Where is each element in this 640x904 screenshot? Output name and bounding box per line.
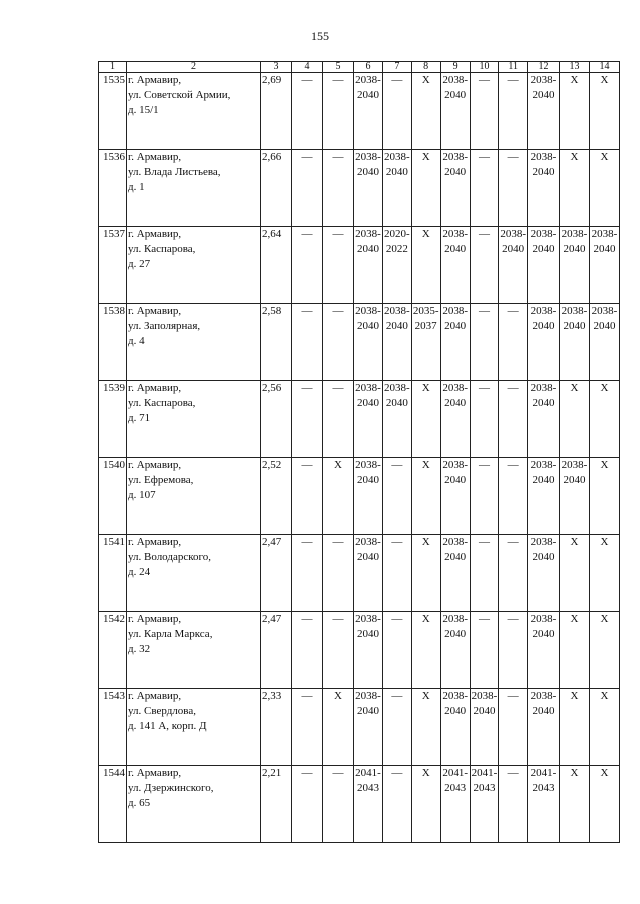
col-13-cell: X [560,73,590,150]
col-9-cell: 2038- 2040 [440,381,470,458]
col-10-cell: — [470,73,499,150]
col-7-cell: — [383,535,412,612]
col-6-cell: 2038- 2040 [354,458,383,535]
table-row [99,304,620,381]
column-header-2: 2 [127,62,261,73]
col-5-cell: — [323,304,354,381]
col-8-cell: X [411,73,440,150]
col-4-cell: — [292,73,323,150]
col-9-cell: 2041- 2043 [440,766,470,843]
col-14-cell: X [590,381,620,458]
col-6-cell: 2038- 2040 [354,689,383,766]
value-cell: 2,64 [261,227,292,304]
col-5-cell: — [323,381,354,458]
table-row [99,150,620,227]
col-10-cell: — [470,304,499,381]
table-header-row [99,62,620,73]
col-7-cell: 2038- 2040 [383,150,412,227]
address-cell: г. Армавир, ул. Свердлова, д. 141 А, корп. Д [127,689,261,766]
table-row [99,381,620,458]
col-8-cell: X [411,381,440,458]
col-13-cell: 2038- 2040 [560,458,590,535]
col-9-cell: 2038- 2040 [440,227,470,304]
col-6-cell: 2038- 2040 [354,150,383,227]
col-11-cell: 2038- 2040 [499,227,528,304]
col-4-cell: — [292,458,323,535]
col-12-cell: 2038- 2040 [528,612,560,689]
col-11-cell: — [499,458,528,535]
col-13-cell: X [560,766,590,843]
col-10-cell: — [470,381,499,458]
value-cell: 2,56 [261,381,292,458]
value-cell: 2,66 [261,150,292,227]
column-header-12: 12 [528,62,560,73]
col-8-cell: X [411,689,440,766]
col-14-cell: X [590,73,620,150]
col-10-cell: — [470,150,499,227]
col-5-cell: — [323,150,354,227]
col-7-cell: — [383,689,412,766]
col-11-cell: — [499,150,528,227]
col-7-cell: — [383,458,412,535]
table-row [99,612,620,689]
col-4-cell: — [292,304,323,381]
col-12-cell: 2038- 2040 [528,458,560,535]
table-row [99,689,620,766]
col-6-cell: 2038- 2040 [354,535,383,612]
col-13-cell: 2038- 2040 [560,304,590,381]
col-12-cell: 2038- 2040 [528,150,560,227]
column-header-8: 8 [411,62,440,73]
col-5-cell: — [323,227,354,304]
col-10-cell: — [470,612,499,689]
col-12-cell: 2038- 2040 [528,381,560,458]
col-12-cell: 2038- 2040 [528,535,560,612]
column-header-4: 4 [292,62,323,73]
col-11-cell: — [499,381,528,458]
col-5-cell: X [323,458,354,535]
address-cell: г. Армавир, ул. Влада Листьева, д. 1 [127,150,261,227]
address-cell: г. Армавир, ул. Дзержинского, д. 65 [127,766,261,843]
col-8-cell: X [411,227,440,304]
row-number: 1543 [99,689,127,766]
col-6-cell: 2038- 2040 [354,227,383,304]
row-number: 1538 [99,304,127,381]
col-4-cell: — [292,766,323,843]
col-5-cell: — [323,612,354,689]
value-cell: 2,52 [261,458,292,535]
col-14-cell: X [590,766,620,843]
col-11-cell: — [499,535,528,612]
col-13-cell: 2038- 2040 [560,227,590,304]
col-9-cell: 2038- 2040 [440,304,470,381]
col-4-cell: — [292,227,323,304]
col-14-cell: X [590,689,620,766]
col-14-cell: X [590,535,620,612]
col-9-cell: 2038- 2040 [440,535,470,612]
column-header-9: 9 [440,62,470,73]
col-12-cell: 2038- 2040 [528,689,560,766]
value-cell: 2,47 [261,535,292,612]
column-header-7: 7 [383,62,412,73]
col-9-cell: 2038- 2040 [440,612,470,689]
page-number: 155 [311,29,329,43]
column-header-1: 1 [99,62,127,73]
col-10-cell: — [470,227,499,304]
register-table [98,61,620,843]
col-11-cell: — [499,689,528,766]
col-14-cell: 2038- 2040 [590,304,620,381]
col-9-cell: 2038- 2040 [440,689,470,766]
col-7-cell: 2020- 2022 [383,227,412,304]
row-number: 1535 [99,73,127,150]
col-9-cell: 2038- 2040 [440,458,470,535]
col-14-cell: 2038- 2040 [590,227,620,304]
table-row [99,766,620,843]
col-14-cell: X [590,612,620,689]
col-8-cell: X [411,150,440,227]
col-5-cell: — [323,535,354,612]
col-13-cell: X [560,689,590,766]
column-header-10: 10 [470,62,499,73]
col-13-cell: X [560,535,590,612]
table-row [99,227,620,304]
column-header-6: 6 [354,62,383,73]
col-5-cell: X [323,689,354,766]
col-6-cell: 2041- 2043 [354,766,383,843]
col-7-cell: 2038- 2040 [383,381,412,458]
col-8-cell: X [411,458,440,535]
col-12-cell: 2038- 2040 [528,73,560,150]
col-6-cell: 2038- 2040 [354,73,383,150]
col-7-cell: — [383,73,412,150]
col-12-cell: 2038- 2040 [528,227,560,304]
col-12-cell: 2038- 2040 [528,304,560,381]
col-13-cell: X [560,150,590,227]
col-11-cell: — [499,304,528,381]
table-row [99,73,620,150]
address-cell: г. Армавир, ул. Заполярная, д. 4 [127,304,261,381]
address-cell: г. Армавир, ул. Каспарова, д. 27 [127,227,261,304]
col-13-cell: X [560,381,590,458]
col-12-cell: 2041- 2043 [528,766,560,843]
col-14-cell: X [590,150,620,227]
col-7-cell: — [383,612,412,689]
col-14-cell: X [590,458,620,535]
col-8-cell: X [411,535,440,612]
col-4-cell: — [292,535,323,612]
row-number: 1540 [99,458,127,535]
col-5-cell: — [323,73,354,150]
col-8-cell: 2035- 2037 [411,304,440,381]
value-cell: 2,21 [261,766,292,843]
col-10-cell: 2041- 2043 [470,766,499,843]
col-9-cell: 2038- 2040 [440,150,470,227]
col-4-cell: — [292,689,323,766]
col-7-cell: 2038- 2040 [383,304,412,381]
address-cell: г. Армавир, ул. Володарского, д. 24 [127,535,261,612]
row-number: 1537 [99,227,127,304]
col-5-cell: — [323,766,354,843]
row-number: 1539 [99,381,127,458]
address-cell: г. Армавир, ул. Ефремова, д. 107 [127,458,261,535]
col-6-cell: 2038- 2040 [354,612,383,689]
column-header-3: 3 [261,62,292,73]
col-8-cell: X [411,612,440,689]
col-8-cell: X [411,766,440,843]
address-cell: г. Армавир, ул. Советской Армии, д. 15/1 [127,73,261,150]
address-cell: г. Армавир, ул. Карла Маркса, д. 32 [127,612,261,689]
col-11-cell: — [499,73,528,150]
col-10-cell: 2038- 2040 [470,689,499,766]
col-13-cell: X [560,612,590,689]
col-7-cell: — [383,766,412,843]
value-cell: 2,47 [261,612,292,689]
table-row [99,535,620,612]
col-11-cell: — [499,612,528,689]
address-cell: г. Армавир, ул. Каспарова, д. 71 [127,381,261,458]
col-11-cell: — [499,766,528,843]
value-cell: 2,69 [261,73,292,150]
col-4-cell: — [292,612,323,689]
column-header-14: 14 [590,62,620,73]
column-header-5: 5 [323,62,354,73]
column-header-11: 11 [499,62,528,73]
row-number: 1542 [99,612,127,689]
col-4-cell: — [292,381,323,458]
value-cell: 2,33 [261,689,292,766]
table-row [99,458,620,535]
column-header-13: 13 [560,62,590,73]
row-number: 1544 [99,766,127,843]
col-9-cell: 2038- 2040 [440,73,470,150]
col-10-cell: — [470,458,499,535]
row-number: 1541 [99,535,127,612]
row-number: 1536 [99,150,127,227]
value-cell: 2,58 [261,304,292,381]
col-6-cell: 2038- 2040 [354,381,383,458]
col-6-cell: 2038- 2040 [354,304,383,381]
col-10-cell: — [470,535,499,612]
col-4-cell: — [292,150,323,227]
